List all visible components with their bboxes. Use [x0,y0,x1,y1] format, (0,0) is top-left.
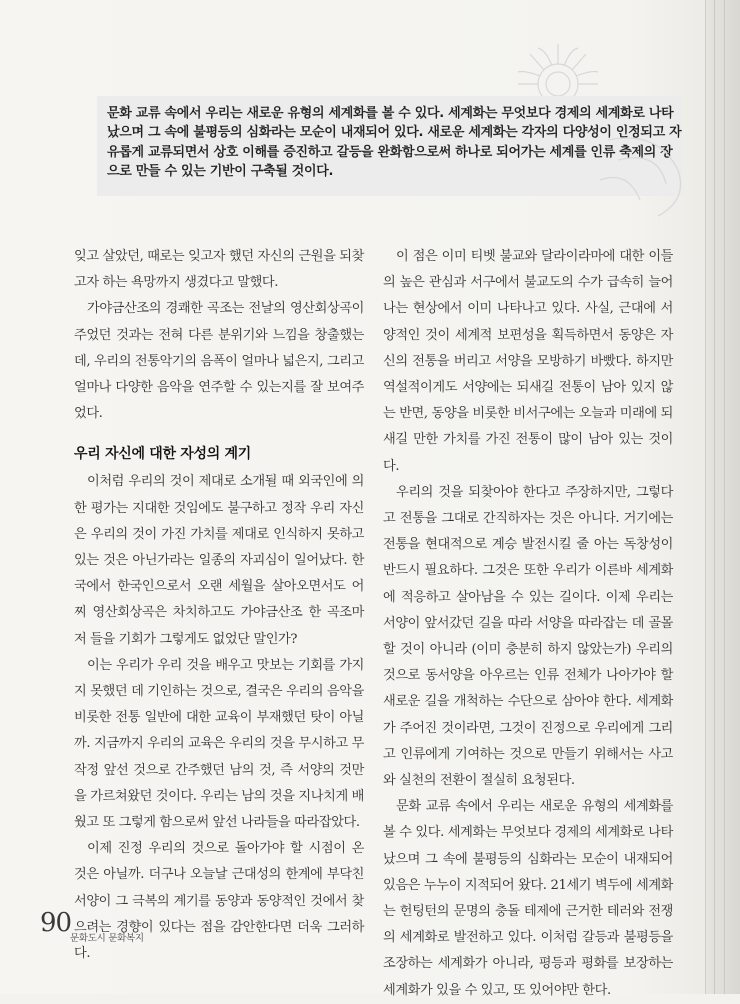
left-paragraph-2: 가야금산조의 경쾌한 곡조는 전날의 영산회상곡이 주었던 것과는 전혀 다른 분위기와 느낌을 창출했는데, 우리의 전통악기의 음폭이 얼마나 넓은지, 그리고 얼마나 다양한 음악을 연주할 수 있는지를 잘 보여주었다. [74,301,364,422]
right-column [383,244,673,1004]
left-paragraph-3: 이처럼 우리의 것이 제대로 소개될 때 외국인에 의한 평가는 지대한 것임에도 불구하고 정작 우리 자신은 우리의 것이 가진 가치를 제대로 인식하지 못하고 있는 것은 아닌가라는 일종의 자괴심이 일어났다. 한국에서 한국인으로서 오랜 세월을 살아오면서도 어찌 영산회상곡은 차치하고도 가야금산조 한 곡조마저 들을 기회가 그렇게도 없었단 말인가? [74,474,364,647]
section-heading: 우리 자신에 대한 자성의 계기 [74,446,251,463]
page-edge [705,0,740,994]
right-paragraph-1: 이 점은 이미 티벳 불교와 달라이라마에 대한 이들의 높은 관심과 서구에서 불교도의 수가 급속히 늘어나는 현상에서 이미 나타나고 있다. 사실, 근대에 서양적인 것이 세계적 보편성을 획득하면서 동양은 자신의 전통을 버리고 서양을 모방하기 바빴다. 하지만 역설적이게도 서양에는 되새길 전통이 남아 있지 않는 반면, 동양을 비롯한 비서구에는 오늘과 미래에 되새길 만한 가치를 가진 전통이 많이 남아 있는 것이다. [383,249,673,474]
magazine-name: 문화도시 문화복지 [70,933,144,944]
right-paragraph-2: 우리의 것을 되찾아야 한다고 주장하지만, 그렇다고 전통을 그대로 간직하자는 것은 아니다. 거기에는 전통을 현대적으로 계승 발전시킬 줄 아는 독창성이 반드시 필요하다. 그것은 또한 우리가 이른바 세계화에 적응하고 살아남을 수 있는 길이다. 이제 우리는 서양이 앞서갔던 길을 따라 서양을 따라잡는 데 골몰할 것이 아니라 (이미 충분히 하지 않았는가) 우리의 것으로 동서양을 아우르는 인류 전체가 나아가야 할 새로운 길을 개척하는 수단으로 삼아야 한다. 세계화가 주어진 것이라면, 그것이 진정으로 우리에게 그리고 인류에게 기여하는 것으로 만들기 위해서는 사고와 실천의 전환이 절실히 요청된다. [383,484,673,789]
left-column [74,244,364,967]
intro-text: 문화 교류 속에서 우리는 새로운 유형의 세계화를 볼 수 있다. 세계화는 무엇보다 경제의 세계화로 나타났으며 그 속에 불평등의 심화라는 모순이 내재되어 있다. 새로운 세계화는 각자의 다양성이 인정되고 자유롭게 교류되면서 상호 이해를 증진하고 갈등을 완화함으로써 하나로 되어가는 세계를 인류 축제의 장으로 만들 수 있는 기반이 구축될 것이다. [107,106,682,180]
left-paragraph-1: 잊고 살았던, 때로는 잊고자 했던 자신의 근원을 되찾고자 하는 욕망까지 생겼다고 말했다. [74,249,364,291]
left-paragraph-5: 이제 진정 우리의 것으로 돌아가야 할 시점이 온 것은 아닐까. 더구나 오늘날 근대성의 한계에 부닥친 서양이 그 극복의 계기를 동양과 동양적인 것에서 찾으려는 경향이 있다는 점을 감안한다면 더욱 그러하다. [74,841,364,962]
left-paragraph-4: 이는 우리가 우리 것을 배우고 맛보는 기회를 가지지 못했던 데 기인하는 것으로, 결국은 우리의 음악을 비롯한 전통 일반에 대한 교육이 부재했던 탓이 아닐까. 지금까지 우리의 교육은 우리의 것을 무시하고 무작정 앞선 것으로 간주했던 남의 것, 즉 서양의 것만을 가르쳐왔던 것이다. 우리는 남의 것을 지나치게 배웠고 또 그렇게 함으로써 앞선 나라들을 따라잡았다. [74,657,364,831]
page-number: 90 [40,908,72,938]
right-paragraph-3: 문화 교류 속에서 우리는 새로운 유형의 세계화를 볼 수 있다. 세계화는 무엇보다 경제의 세계화로 나타났으며 그 속에 불평등의 심화라는 모순이 내재되어 있음은 누누이 지적되어 왔다. 21세기 벽두에 세계화는 헌팅턴의 문명의 충돌 테제에 근거한 테러와 전쟁의 세계화로 발전하고 있다. 이처럼 갈등과 불평등을 조장하는 세계화가 아니라, 평등과 평화를 보장하는 세계화가 있을 수 있고, 또 있어야만 한다. [383,799,673,998]
swirl-ornament-icon [588,120,698,230]
